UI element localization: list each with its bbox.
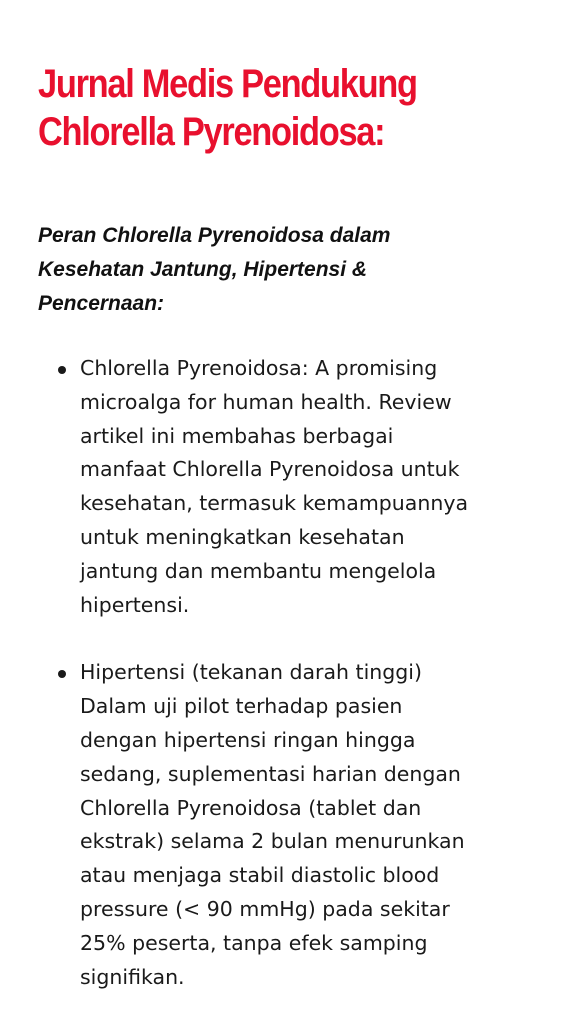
title-line: Jurnal Medis Pendukung — [38, 62, 417, 106]
bullet-dot-icon — [58, 670, 66, 678]
bullet-line: Chlorella Pyrenoidosa (tablet dan — [80, 795, 422, 820]
bullet-line: kesehatan, termasuk kemampuannya — [80, 491, 469, 516]
bullet-line: microalga for human health. Review — [80, 389, 452, 414]
list-item — [0, 352, 576, 622]
bullet-line: Hipertensi (tekanan darah tinggi) — [80, 660, 423, 685]
bullet-line: untuk meningkatkan kesehatan — [80, 524, 405, 549]
subtitle-line: Peran Chlorella Pyrenoidosa dalam — [38, 224, 391, 247]
bullet-line: pressure (< 90 mmHg) pada sekitar — [80, 896, 450, 921]
list-item — [0, 656, 576, 994]
bullet-line: Dalam uji pilot terhadap pasien — [80, 694, 403, 719]
bullet-dot-icon — [58, 366, 66, 374]
bullet-line: dengan hipertensi ringan hingga — [80, 727, 416, 752]
section-subtitle — [38, 219, 548, 321]
bullet-line: hipertensi. — [80, 592, 190, 617]
subtitle-line: Pencernaan: — [38, 292, 165, 315]
bullet-line: 25% peserta, tanpa efek samping — [80, 930, 428, 955]
bullet-line: artikel ini membahas berbagai — [80, 423, 394, 448]
title-line: Chlorella Pyrenoidosa: — [38, 110, 385, 154]
bullet-line: manfaat Chlorella Pyrenoidosa untuk — [80, 457, 460, 482]
bullet-line: atau menjaga stabil diastolic blood — [80, 863, 440, 888]
bullet-list — [0, 352, 576, 1028]
bullet-line: signifikan. — [80, 964, 185, 989]
bullet-line: sedang, suplementasi harian dengan — [80, 761, 461, 786]
bullet-line: ekstrak) selama 2 bulan menurunkan — [80, 829, 465, 854]
bullet-line: jantung dan membantu mengelola — [80, 558, 437, 583]
subtitle-line: Kesehatan Jantung, Hipertensi & — [38, 258, 368, 281]
bullet-line: Chlorella Pyrenoidosa: A promising — [80, 356, 438, 380]
page-title — [38, 60, 554, 156]
